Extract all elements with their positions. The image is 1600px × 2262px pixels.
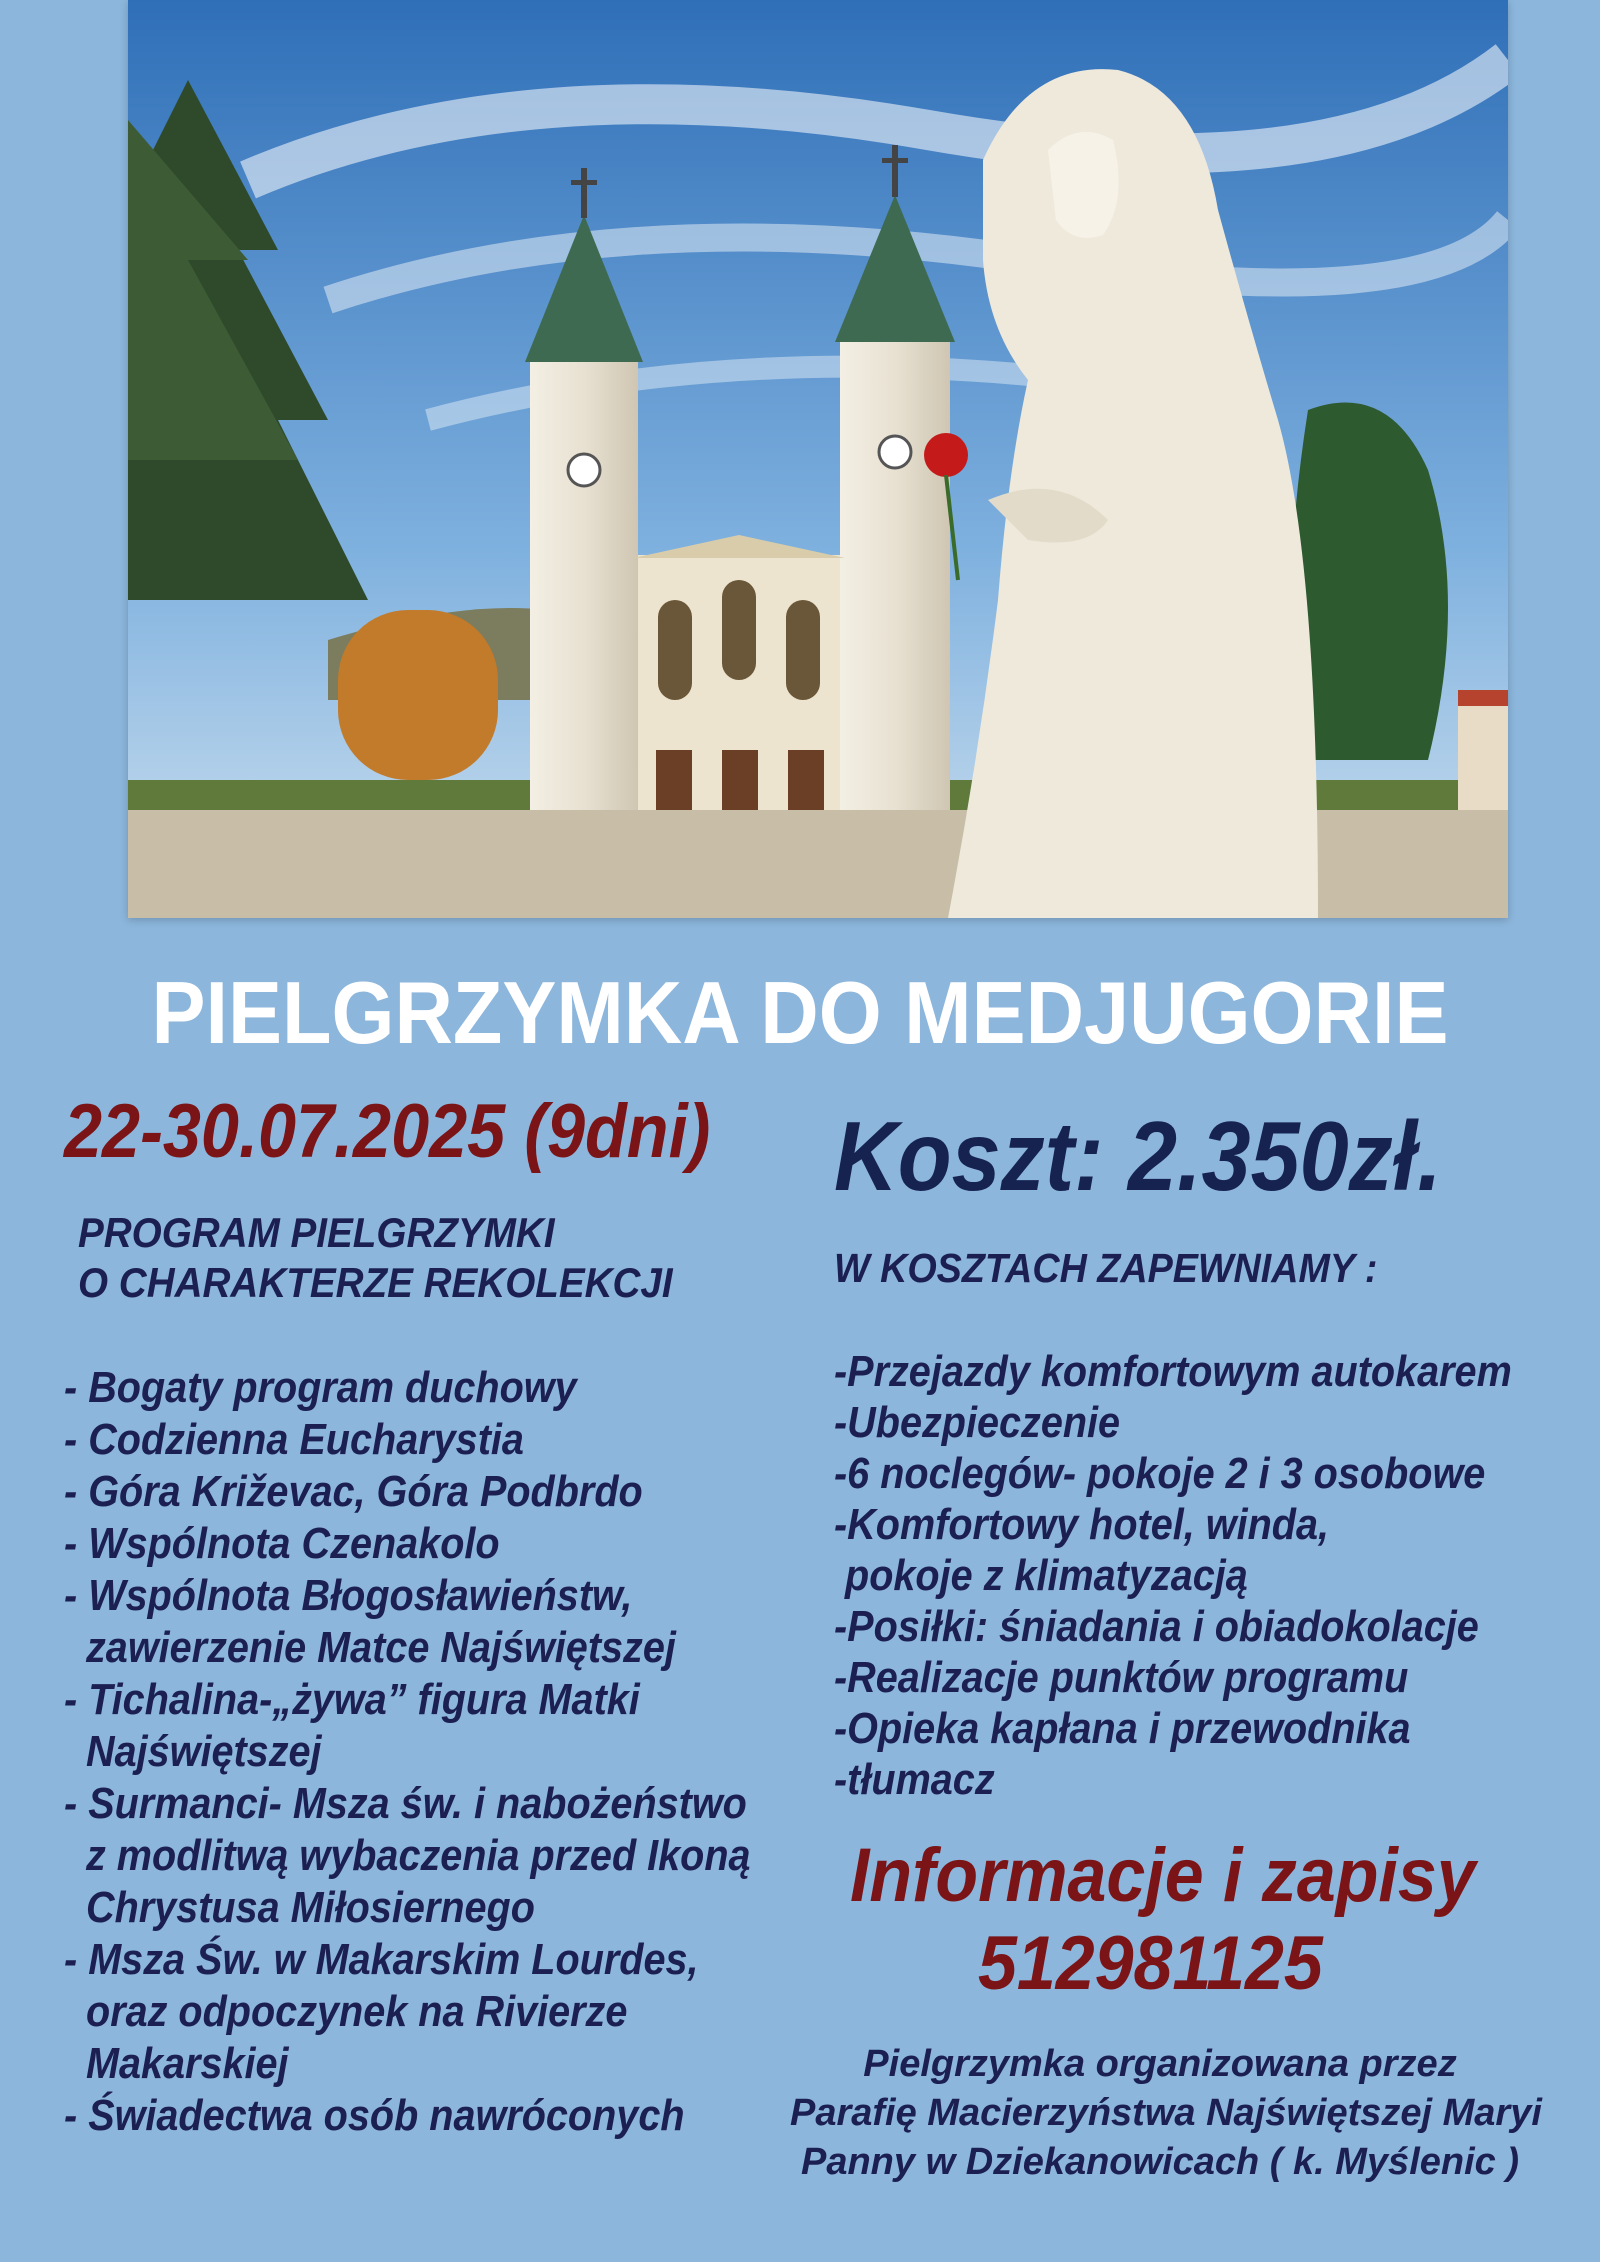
event-dates: 22-30.07.2025 (9dni): [64, 1089, 711, 1174]
program-heading-line: PROGRAM PIELGRZYMKI: [78, 1209, 555, 1256]
program-item: - Surmanci- Msza św. i nabożeństwo: [64, 1779, 747, 1828]
organizer-note: [790, 2040, 1542, 2187]
program-item: - Tichalina-„żywa” figura Matki: [64, 1675, 640, 1724]
organizer-line: Panny w Dziekanowicach ( k. Myślenic ): [800, 2141, 1519, 2183]
program-item: - Świadectwa osób nawróconych: [64, 2091, 685, 2140]
program-item: - Wspólnota Błogosławieństw,: [64, 1571, 633, 1620]
organizer-line: Pielgrzymka organizowana przez: [863, 2043, 1457, 2085]
organizer-line: Parafię Macierzyństwa Najświętszej Maryi: [790, 2092, 1542, 2134]
contact-phone: 512981125: [978, 1921, 1323, 2006]
contact-label: Informacje i zapisy: [850, 1833, 1476, 1918]
event-cost: Koszt: 2.350zł.: [834, 1101, 1442, 1211]
included-item: -Przejazdy komfortowym autokarem: [834, 1347, 1512, 1396]
event-title: PIELGRZYMKA DO MEDJUGORIE: [151, 963, 1449, 1062]
program-item: Makarskiej: [64, 2039, 289, 2088]
program-item: - Msza Św. w Makarskim Lourdes,: [64, 1935, 699, 1984]
program-item: z modlitwą wybaczenia przed Ikoną: [64, 1831, 751, 1880]
included-heading: W KOSZTACH ZAPEWNIAMY :: [834, 1245, 1378, 1291]
included-item: -Realizacje punktów programu: [834, 1653, 1409, 1702]
program-item: - Wspólnota Czenakolo: [64, 1519, 500, 1568]
program-item: - Bogaty program duchowy: [64, 1363, 577, 1412]
program-item: oraz odpoczynek na Rivierze: [64, 1987, 628, 2036]
included-list: [834, 1346, 1512, 1805]
included-item: -Posiłki: śniadania i obiadokolacje: [834, 1602, 1479, 1651]
program-item: Najświętszej: [64, 1727, 322, 1776]
included-item: -tłumacz: [834, 1755, 995, 1804]
program-heading-line: O CHARAKTERZE REKOLEKCJI: [78, 1259, 673, 1306]
included-item: -6 noclegów- pokoje 2 i 3 osobowe: [834, 1449, 1486, 1498]
included-item: -Ubezpieczenie: [834, 1398, 1121, 1447]
included-item: -Komfortowy hotel, winda,: [834, 1500, 1329, 1549]
program-item: - Góra Križevac, Góra Podbrdo: [64, 1467, 643, 1516]
program-item: - Codzienna Eucharystia: [64, 1415, 524, 1464]
included-item: pokoje z klimatyzacją: [834, 1551, 1248, 1600]
program-item: zawierzenie Matce Najświętszej: [64, 1623, 676, 1672]
program-heading: [78, 1208, 673, 1308]
medjugorje-church-photo: [128, 0, 1508, 918]
program-item: Chrystusa Miłosiernego: [64, 1883, 535, 1932]
included-item: -Opieka kapłana i przewodnika: [834, 1704, 1411, 1753]
program-list: [64, 1362, 751, 2142]
